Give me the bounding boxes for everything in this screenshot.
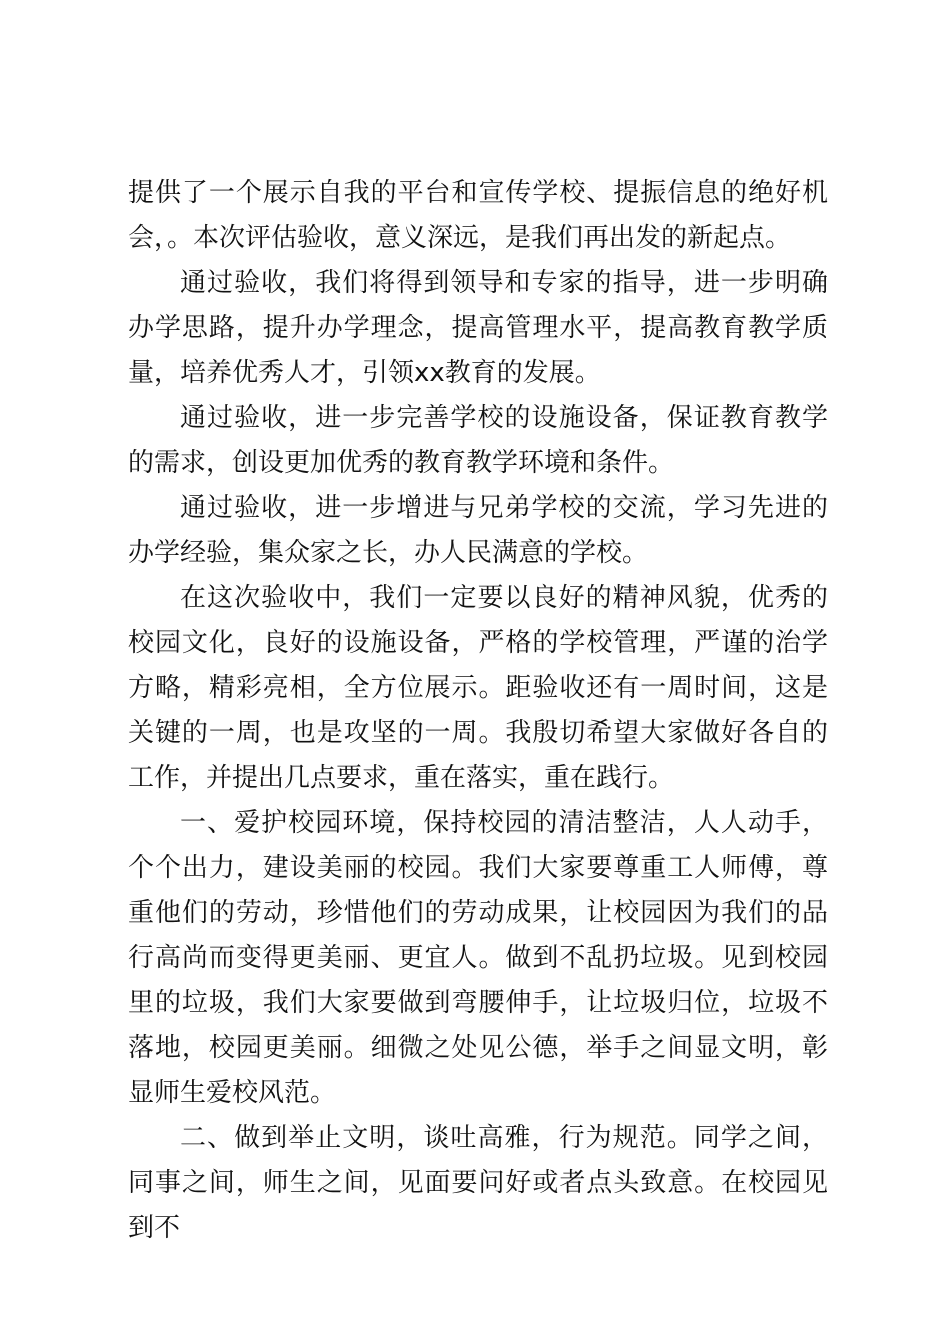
paragraph-4: 通过验收，进一步增进与兄弟学校的交流，学习先进的办学经验，集众家之长，办人民满意的学校。 xyxy=(128,493,828,568)
document-body xyxy=(128,171,828,1251)
paragraph-6: 一、爱护校园环境，保持校园的清洁整洁，人人动手，个个出力，建设美丽的校园。我们大家要尊重工人师傅，尊重他们的劳动，珍惜他们的劳动成果，让校园因为我们的品行高尚而变得更美丽、更宜人。做到不乱扔垃圾。见到校园里的垃圾，我们大家要做到弯腰伸手，让垃圾归位，垃圾不落地，校园更美丽。细微之处见公德，举手之间显文明，彰显师生爱校风范。 xyxy=(128,808,828,1108)
paragraph-3: 通过验收，进一步完善学校的设施设备，保证教育教学的需求，创设更加优秀的教育教学环境和条件。 xyxy=(128,403,828,478)
paragraph-1: 提供了一个展示自我的平台和宣传学校、提振信息的绝好机会，。本次评估验收，意义深远，是我们再出发的新起点。 xyxy=(128,178,828,253)
paragraph-7: 二、做到举止文明，谈吐高雅，行为规范。同学之间，同事之间，师生之间，见面要问好或者点头致意。在校园见到不 xyxy=(128,1123,828,1243)
paragraph-5: 在这次验收中，我们一定要以良好的精神风貌，优秀的校园文化，良好的设施设备，严格的学校管理，严谨的治学方略，精彩亮相，全方位展示。距验收还有一周时间，这是关键的一周，也是攻坚的一周。我殷切希望大家做好各自的工作，并提出几点要求，重在落实，重在践行。 xyxy=(128,583,828,793)
paragraph-2: 通过验收，我们将得到领导和专家的指导，进一步明确办学思路，提升办学理念，提高管理水平，提高教育教学质量，培养优秀人才，引领xx教育的发展。 xyxy=(128,268,828,388)
